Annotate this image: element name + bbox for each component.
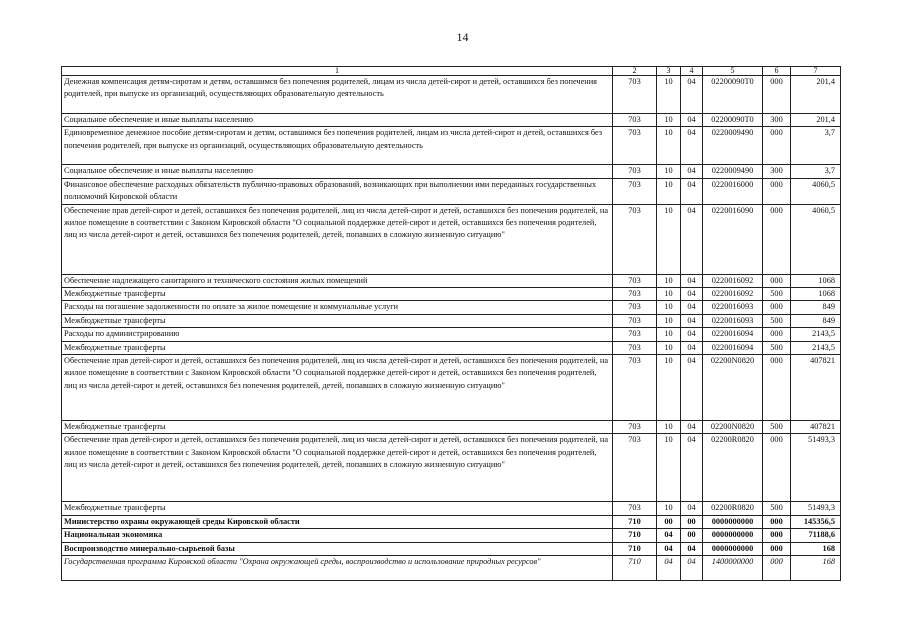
table-row: [62, 314, 841, 327]
header-cell: 4: [681, 67, 703, 76]
row-code-cell: 703: [613, 434, 657, 502]
table-row: [62, 165, 841, 178]
row-section-cell: 10: [657, 328, 681, 341]
row-expense-type-cell: 000: [763, 434, 791, 502]
row-expense-type-cell: 000: [763, 542, 791, 555]
table-row: [62, 204, 841, 274]
row-code-cell: 710: [613, 529, 657, 542]
row-section-cell: 10: [657, 76, 681, 114]
table-row: [62, 274, 841, 287]
row-name-cell: Межбюджетные трансферты: [62, 341, 613, 354]
row-amount-cell: 849: [791, 301, 841, 314]
row-target-article-cell: 02200090Т0: [703, 76, 763, 114]
row-amount-cell: 2143,5: [791, 328, 841, 341]
row-subsection-cell: 04: [681, 314, 703, 327]
row-expense-type-cell: 500: [763, 314, 791, 327]
table-row: [62, 301, 841, 314]
row-target-article-cell: 02200R0820: [703, 502, 763, 515]
row-name-cell: Межбюджетные трансферты: [62, 288, 613, 301]
table-row: [62, 178, 841, 204]
table-row: [62, 355, 841, 421]
budget-table: [61, 66, 841, 581]
row-target-article-cell: 0220016093: [703, 314, 763, 327]
row-section-cell: 10: [657, 314, 681, 327]
row-expense-type-cell: 000: [763, 178, 791, 204]
row-subsection-cell: 04: [681, 274, 703, 287]
row-target-article-cell: 0220009490: [703, 165, 763, 178]
row-subsection-cell: 04: [681, 288, 703, 301]
row-subsection-cell: 04: [681, 355, 703, 421]
row-target-article-cell: 1400000000: [703, 556, 763, 581]
row-target-article-cell: 0220016093: [703, 301, 763, 314]
row-name-cell: Социальное обеспечение и иные выплаты населению: [62, 165, 613, 178]
row-subsection-cell: 00: [681, 515, 703, 528]
row-name-cell: Межбюджетные трансферты: [62, 421, 613, 434]
row-amount-cell: 407821: [791, 421, 841, 434]
row-code-cell: 710: [613, 515, 657, 528]
row-expense-type-cell: 000: [763, 529, 791, 542]
row-name-cell: Финансовое обеспечение расходных обязательств публично-правовых образований, возникающих при выполнении ими переданных государственных полномочий Кировской области: [62, 178, 613, 204]
table-row: [62, 529, 841, 542]
table-row: [62, 127, 841, 165]
table-row: [62, 288, 841, 301]
row-target-article-cell: 0000000000: [703, 529, 763, 542]
row-expense-type-cell: 000: [763, 515, 791, 528]
header-cell: 5: [703, 67, 763, 76]
row-expense-type-cell: 000: [763, 274, 791, 287]
row-subsection-cell: 04: [681, 204, 703, 274]
row-section-cell: 10: [657, 355, 681, 421]
row-name-cell: Министерство охраны окружающей среды Кировской области: [62, 515, 613, 528]
header-cell: 6: [763, 67, 791, 76]
table-row: [62, 502, 841, 515]
header-cell: 3: [657, 67, 681, 76]
row-expense-type-cell: 000: [763, 204, 791, 274]
table-row: [62, 328, 841, 341]
table-row: [62, 556, 841, 581]
row-section-cell: 10: [657, 178, 681, 204]
row-expense-type-cell: 000: [763, 301, 791, 314]
row-target-article-cell: 0220016090: [703, 204, 763, 274]
row-expense-type-cell: 000: [763, 355, 791, 421]
row-amount-cell: 407821: [791, 355, 841, 421]
table-row: [62, 421, 841, 434]
row-subsection-cell: 00: [681, 529, 703, 542]
row-section-cell: 10: [657, 434, 681, 502]
row-subsection-cell: 04: [681, 127, 703, 165]
header-cell: 1: [62, 67, 613, 76]
row-amount-cell: 168: [791, 542, 841, 555]
row-code-cell: 703: [613, 274, 657, 287]
row-section-cell: 10: [657, 165, 681, 178]
row-name-cell: Национальная экономика: [62, 529, 613, 542]
row-subsection-cell: 04: [681, 76, 703, 114]
row-subsection-cell: 04: [681, 502, 703, 515]
row-section-cell: 10: [657, 341, 681, 354]
table-row: [62, 76, 841, 114]
row-name-cell: Государственная программа Кировской области "Охрана окружающей среды, воспроизводство и использование природных ресурсов": [62, 556, 613, 581]
table-row: [62, 515, 841, 528]
row-subsection-cell: 04: [681, 178, 703, 204]
row-expense-type-cell: 500: [763, 421, 791, 434]
row-name-cell: Единовременное денежное пособие детям-сиротам и детям, оставшимся без попечения родителей, лицам из числа детей-сирот и детей, оставшихся без попечения родителей, при выпуске из организаций, осуществляющих образовательную деятельность: [62, 127, 613, 165]
row-name-cell: Денежная компенсация детям-сиротам и детям, оставшимся без попечения родителей, лицам из числа детей-сирот и детей, оставшихся без попечения родителей, при выпуске из организаций, осуществляющих образовательную деятельность: [62, 76, 613, 114]
row-section-cell: 10: [657, 114, 681, 127]
row-section-cell: 00: [657, 515, 681, 528]
row-code-cell: 703: [613, 204, 657, 274]
table-row: [62, 434, 841, 502]
row-code-cell: 703: [613, 288, 657, 301]
row-section-cell: 10: [657, 204, 681, 274]
row-expense-type-cell: 000: [763, 76, 791, 114]
table-row: [62, 542, 841, 555]
row-code-cell: 703: [613, 165, 657, 178]
row-expense-type-cell: 500: [763, 288, 791, 301]
row-amount-cell: 2143,5: [791, 341, 841, 354]
row-amount-cell: 849: [791, 314, 841, 327]
row-section-cell: 04: [657, 542, 681, 555]
row-amount-cell: 3,7: [791, 165, 841, 178]
row-name-cell: Обеспечение надлежащего санитарного и технического состояния жилых помещений: [62, 274, 613, 287]
row-target-article-cell: 0220016094: [703, 328, 763, 341]
page-number: 14: [456, 30, 469, 44]
row-amount-cell: 3,7: [791, 127, 841, 165]
row-code-cell: 710: [613, 542, 657, 555]
row-target-article-cell: 0220016092: [703, 288, 763, 301]
row-code-cell: 710: [613, 556, 657, 581]
row-subsection-cell: 04: [681, 542, 703, 555]
row-name-cell: Расходы на погашение задолженности по оплате за жилое помещение и коммунальные услуги: [62, 301, 613, 314]
row-name-cell: Социальное обеспечение и иные выплаты населению: [62, 114, 613, 127]
row-subsection-cell: 04: [681, 301, 703, 314]
row-amount-cell: 201,4: [791, 76, 841, 114]
row-section-cell: 10: [657, 301, 681, 314]
row-amount-cell: 4060,5: [791, 204, 841, 274]
row-code-cell: 703: [613, 178, 657, 204]
row-target-article-cell: 02200R0820: [703, 434, 763, 502]
row-code-cell: 703: [613, 341, 657, 354]
row-target-article-cell: 0220016092: [703, 274, 763, 287]
row-section-cell: 10: [657, 127, 681, 165]
row-subsection-cell: 04: [681, 341, 703, 354]
row-name-cell: Обеспечение прав детей-сирот и детей, оставшихся без попечения родителей, лиц из числа детей-сирот и детей, оставшихся без попечения родителей, на жилое помещение в соответствии с Законом Кировской области "О социальной поддержке детей-сирот и детей, оставшихся без попечения родителей, лиц из числа детей-сирот и детей, оставшихся без попечения родителей, детей, попавших в сложную жизненную ситуацию": [62, 355, 613, 421]
row-code-cell: 703: [613, 328, 657, 341]
row-section-cell: 04: [657, 529, 681, 542]
row-code-cell: 703: [613, 76, 657, 114]
row-section-cell: 10: [657, 274, 681, 287]
row-amount-cell: 1068: [791, 288, 841, 301]
row-section-cell: 04: [657, 556, 681, 581]
row-amount-cell: 145356,5: [791, 515, 841, 528]
row-subsection-cell: 04: [681, 556, 703, 581]
row-subsection-cell: 04: [681, 421, 703, 434]
row-subsection-cell: 04: [681, 165, 703, 178]
row-amount-cell: 168: [791, 556, 841, 581]
row-amount-cell: 51493,3: [791, 434, 841, 502]
row-name-cell: Обеспечение прав детей-сирот и детей, оставшихся без попечения родителей, лиц из числа детей-сирот и детей, оставшихся без попечения родителей, на жилое помещение в соответствии с Законом Кировской области "О социальной поддержке детей-сирот и детей, оставшихся без попечения родителей, лиц из числа детей-сирот и детей, оставшихся без попечения родителей, детей, попавших в сложную жизненную ситуацию": [62, 204, 613, 274]
row-target-article-cell: 0000000000: [703, 515, 763, 528]
row-target-article-cell: 0000000000: [703, 542, 763, 555]
row-code-cell: 703: [613, 301, 657, 314]
row-code-cell: 703: [613, 114, 657, 127]
row-amount-cell: 1068: [791, 274, 841, 287]
row-section-cell: 10: [657, 288, 681, 301]
row-amount-cell: 201,4: [791, 114, 841, 127]
row-target-article-cell: 02200N0820: [703, 421, 763, 434]
row-target-article-cell: 0220009490: [703, 127, 763, 165]
table-row: [62, 114, 841, 127]
row-subsection-cell: 04: [681, 434, 703, 502]
row-name-cell: Межбюджетные трансферты: [62, 502, 613, 515]
row-code-cell: 703: [613, 355, 657, 421]
row-target-article-cell: 0220016000: [703, 178, 763, 204]
row-name-cell: Воспроизводство минерально-сырьевой базы: [62, 542, 613, 555]
row-amount-cell: 71188,6: [791, 529, 841, 542]
row-target-article-cell: 0220016094: [703, 341, 763, 354]
row-amount-cell: 51493,3: [791, 502, 841, 515]
row-target-article-cell: 02200090Т0: [703, 114, 763, 127]
row-code-cell: 703: [613, 314, 657, 327]
row-subsection-cell: 04: [681, 114, 703, 127]
row-expense-type-cell: 000: [763, 328, 791, 341]
row-section-cell: 10: [657, 502, 681, 515]
row-subsection-cell: 04: [681, 328, 703, 341]
row-expense-type-cell: 300: [763, 114, 791, 127]
row-code-cell: 703: [613, 421, 657, 434]
row-section-cell: 10: [657, 421, 681, 434]
row-code-cell: 703: [613, 127, 657, 165]
row-name-cell: Обеспечение прав детей-сирот и детей, оставшихся без попечения родителей, лиц из числа детей-сирот и детей, оставшихся без попечения родителей, на жилое помещение в соответствии с Законом Кировской области "О социальной поддержке детей-сирот и детей, оставшихся без попечения родителей, лиц из числа детей-сирот и детей, оставшихся без попечения родителей, детей, попавших в сложную жизненную ситуацию": [62, 434, 613, 502]
row-name-cell: Расходы по администрированию: [62, 328, 613, 341]
header-cell: 2: [613, 67, 657, 76]
row-expense-type-cell: 000: [763, 556, 791, 581]
table-header-row: [62, 67, 841, 76]
row-target-article-cell: 02200N0820: [703, 355, 763, 421]
row-expense-type-cell: 300: [763, 165, 791, 178]
table-row: [62, 341, 841, 354]
row-code-cell: 703: [613, 502, 657, 515]
row-amount-cell: 4060,5: [791, 178, 841, 204]
row-expense-type-cell: 000: [763, 127, 791, 165]
row-expense-type-cell: 500: [763, 502, 791, 515]
row-name-cell: Межбюджетные трансферты: [62, 314, 613, 327]
header-cell: 7: [791, 67, 841, 76]
row-expense-type-cell: 500: [763, 341, 791, 354]
